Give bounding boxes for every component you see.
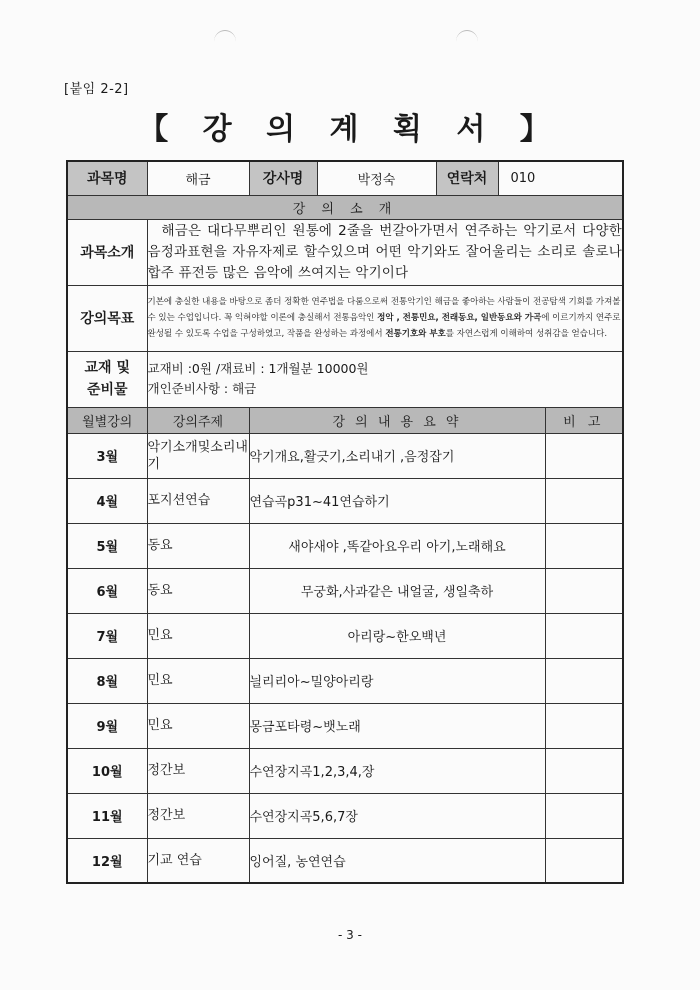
table-row [67,568,623,613]
table-row [67,523,623,568]
row-content: 몽금포타령~뱃노래 [249,703,545,748]
table-row [67,703,623,748]
info-row [67,161,623,195]
materials-label: 교재 및 준비물 [67,351,147,407]
lecture-plan-table [66,160,624,884]
materials-text: 교재비 :0원 /재료비 : 1개월분 10000원 개인준비사항 : 해금 [147,351,623,407]
contact-label: 연락처 [436,161,498,195]
course-label: 과목명 [67,161,147,195]
table-row [67,793,623,838]
document-title: 【 강 의 계 획 서 】 [138,112,562,147]
row-month: 6월 [67,568,147,613]
course-intro-label: 과목소개 [67,219,147,285]
plan-header-row [67,407,623,433]
course-value: 해금 [147,161,249,195]
row-content: 수연장지곡5,6,7장 [249,793,545,838]
row-note [545,793,623,838]
row-month: 11월 [67,793,147,838]
attachment-label: [붙임 2-2] [64,82,129,97]
row-topic: 민요 [147,613,249,658]
goal-label: 강의목표 [67,285,147,351]
row-note [545,613,623,658]
instructor-label: 강사명 [249,161,317,195]
row-note [545,658,623,703]
row-month: 7월 [67,613,147,658]
row-note [545,478,623,523]
row-note [545,568,623,613]
row-topic: 민요 [147,703,249,748]
instructor-value: 박정숙 [317,161,436,195]
table-row [67,838,623,883]
row-month: 9월 [67,703,147,748]
punch-hole-left [214,30,236,53]
row-content: 연습곡p31~41연습하기 [249,478,545,523]
row-content: 잉어질, 농연연습 [249,838,545,883]
row-topic: 민요 [147,658,249,703]
row-content: 새야새야 ,똑같아요우리 아기,노래해요 [249,523,545,568]
row-topic: 동요 [147,523,249,568]
row-note [545,523,623,568]
row-content: 무궁화,사과같은 내얼굴, 생일축하 [249,568,545,613]
table-row [67,478,623,523]
row-month: 5월 [67,523,147,568]
table-row [67,433,623,478]
row-topic: 기교 연습 [147,838,249,883]
goal-text: 기본에 충실한 내용을 바탕으로 좀더 정확한 연주법을 다룸으로써 전통악기인 해금을 좋아하는 사람들이 전공탐색 기회를 가져볼 수 있는 수업입니다. 꼭 익혀야할 이론에 충실해서 전통음악인 정악 , 전통민요, 전래동요, 일반동요와 가곡에 이르기까지 연주로 완성될 수 있도록 수업을 구성하였고, 작품을 완성하는 과정에서 전통기호와 부호를 자연스럽게 이해하여 성취감을 얻습니다. [147,285,623,351]
plan-header-note: 비 고 [545,407,623,433]
plan-header-topic: 강의주제 [147,407,249,433]
row-topic: 동요 [147,568,249,613]
row-topic: 악기소개및소리내기 [147,433,249,478]
row-topic: 정간보 [147,793,249,838]
plan-header-content: 강 의 내 용 요 약 [249,407,545,433]
row-month: 10월 [67,748,147,793]
row-month: 3월 [67,433,147,478]
row-topic: 포지션연습 [147,478,249,523]
intro-section-header: 강 의 소 개 [67,195,623,219]
contact-value: 010 [498,161,623,195]
row-note [545,838,623,883]
course-intro-text: 해금은 대다무뿌리인 원통에 2줄을 번갈아가면서 연주하는 악기로서 다양한 음정과표현을 자유자제로 할수있으며 어떤 악기와도 잘어울리는 소리로 솔로나 합주 퓨전등 많은 음악에 쓰여지는 악기이다 [147,219,623,285]
row-month: 8월 [67,658,147,703]
row-content: 수연장지곡1,2,3,4,장 [249,748,545,793]
row-month: 4월 [67,478,147,523]
row-content: 아리랑~한오백년 [249,613,545,658]
plan-header-month: 월별강의 [67,407,147,433]
page-number: - 3 - [338,928,362,942]
table-row [67,658,623,703]
row-content: 늴리리아~밀양아리랑 [249,658,545,703]
row-note [545,748,623,793]
row-note [545,703,623,748]
row-topic: 정간보 [147,748,249,793]
table-row [67,748,623,793]
table-row [67,613,623,658]
row-month: 12월 [67,838,147,883]
punch-hole-right [456,30,478,53]
row-content: 악기개요,활긋기,소리내기 ,음정잡기 [249,433,545,478]
row-note [545,433,623,478]
